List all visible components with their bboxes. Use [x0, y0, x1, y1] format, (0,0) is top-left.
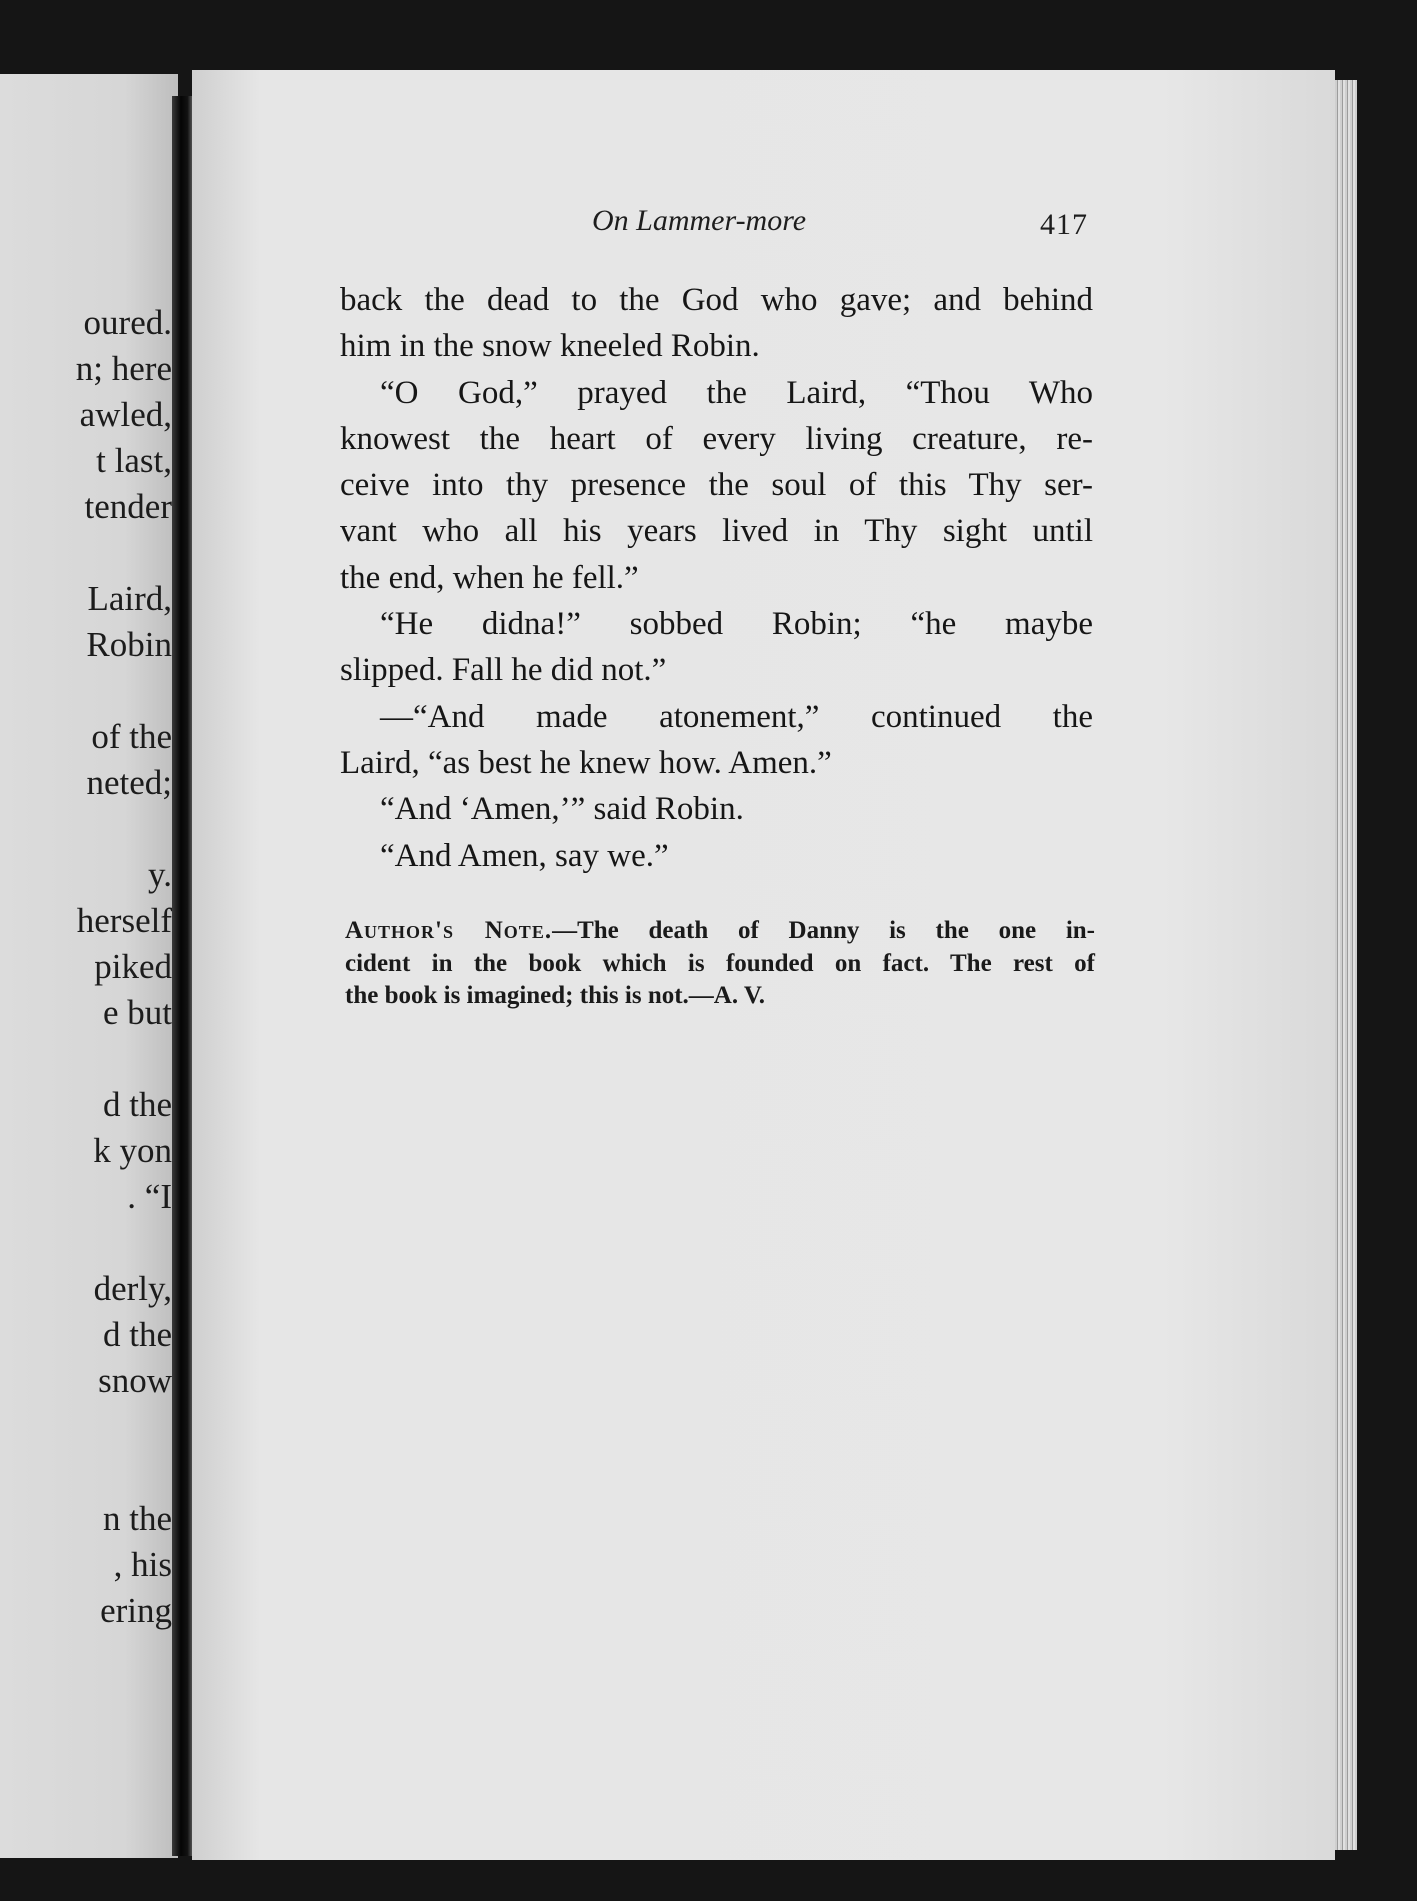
note-line: [345, 915, 1095, 948]
left-page-line: k yon: [93, 1131, 172, 1170]
text-line: Laird, “as best he knew how. Amen.”: [340, 744, 832, 781]
left-page-line: t last,: [96, 441, 172, 480]
left-page-line: Robin: [86, 625, 172, 664]
text-line: “And ‘Amen,’” said Robin.: [380, 791, 744, 828]
left-page-line: snow: [98, 1361, 172, 1400]
text-line: vant who all his years lived in Thy sight until: [340, 513, 1093, 550]
left-page-line: n; here: [75, 349, 172, 388]
left-page-line: herself: [76, 901, 172, 940]
page-edges: [1335, 80, 1357, 1850]
previous-page: [0, 74, 178, 1858]
body-text: [340, 277, 1093, 879]
left-page-line: . “I: [127, 1177, 172, 1216]
text-line: “And Amen, say we.”: [380, 837, 669, 874]
text-line: him in the snow kneeled Robin.: [340, 328, 760, 365]
left-page-line: neted;: [86, 763, 172, 802]
running-head: On Lammer-more: [592, 204, 807, 237]
left-page-line: of the: [91, 717, 172, 756]
text-line: knowest the heart of every living creature, re-: [340, 420, 1093, 457]
page-number: 417: [1040, 208, 1088, 241]
left-page-line: n the: [102, 1499, 172, 1538]
note-line: the book is imagined; this is not.—A. V.: [345, 982, 765, 1009]
left-page-line: oured.: [83, 303, 172, 342]
left-page-line: d the: [102, 1085, 172, 1124]
left-page-line: e but: [102, 993, 172, 1032]
text-line: slipped. Fall he did not.”: [340, 652, 667, 689]
text-line: “O God,” prayed the Laird, “Thou Who: [380, 374, 1093, 411]
note-text: —The death of Danny is the one in-: [552, 917, 1095, 944]
text-line: ceive into thy presence the soul of this Thy ser-: [340, 467, 1093, 504]
authors-note: [345, 915, 1095, 1013]
left-page-line: piked: [94, 947, 172, 986]
left-page-line: ering: [100, 1591, 172, 1630]
note-line: cident in the book which is founded on fact. The rest of: [345, 949, 1095, 977]
left-page-line: Laird,: [87, 579, 172, 618]
text-line: back the dead to the God who gave; and behind: [340, 282, 1093, 318]
left-page-line: tender: [84, 487, 172, 526]
text-line: “He didna!” sobbed Robin; “he maybe: [380, 606, 1093, 643]
text-line: the end, when he fell.”: [340, 559, 639, 596]
left-page-line: , his: [113, 1545, 172, 1584]
left-page-line: derly,: [93, 1269, 172, 1308]
left-page-line: awled,: [79, 395, 172, 434]
left-page-line: y.: [148, 855, 172, 894]
book-gutter: [172, 96, 194, 1856]
note-label: Author's Note.: [345, 917, 553, 944]
text-line: —“And made atonement,” continued the: [380, 698, 1093, 735]
left-page-line: d the: [102, 1315, 172, 1354]
